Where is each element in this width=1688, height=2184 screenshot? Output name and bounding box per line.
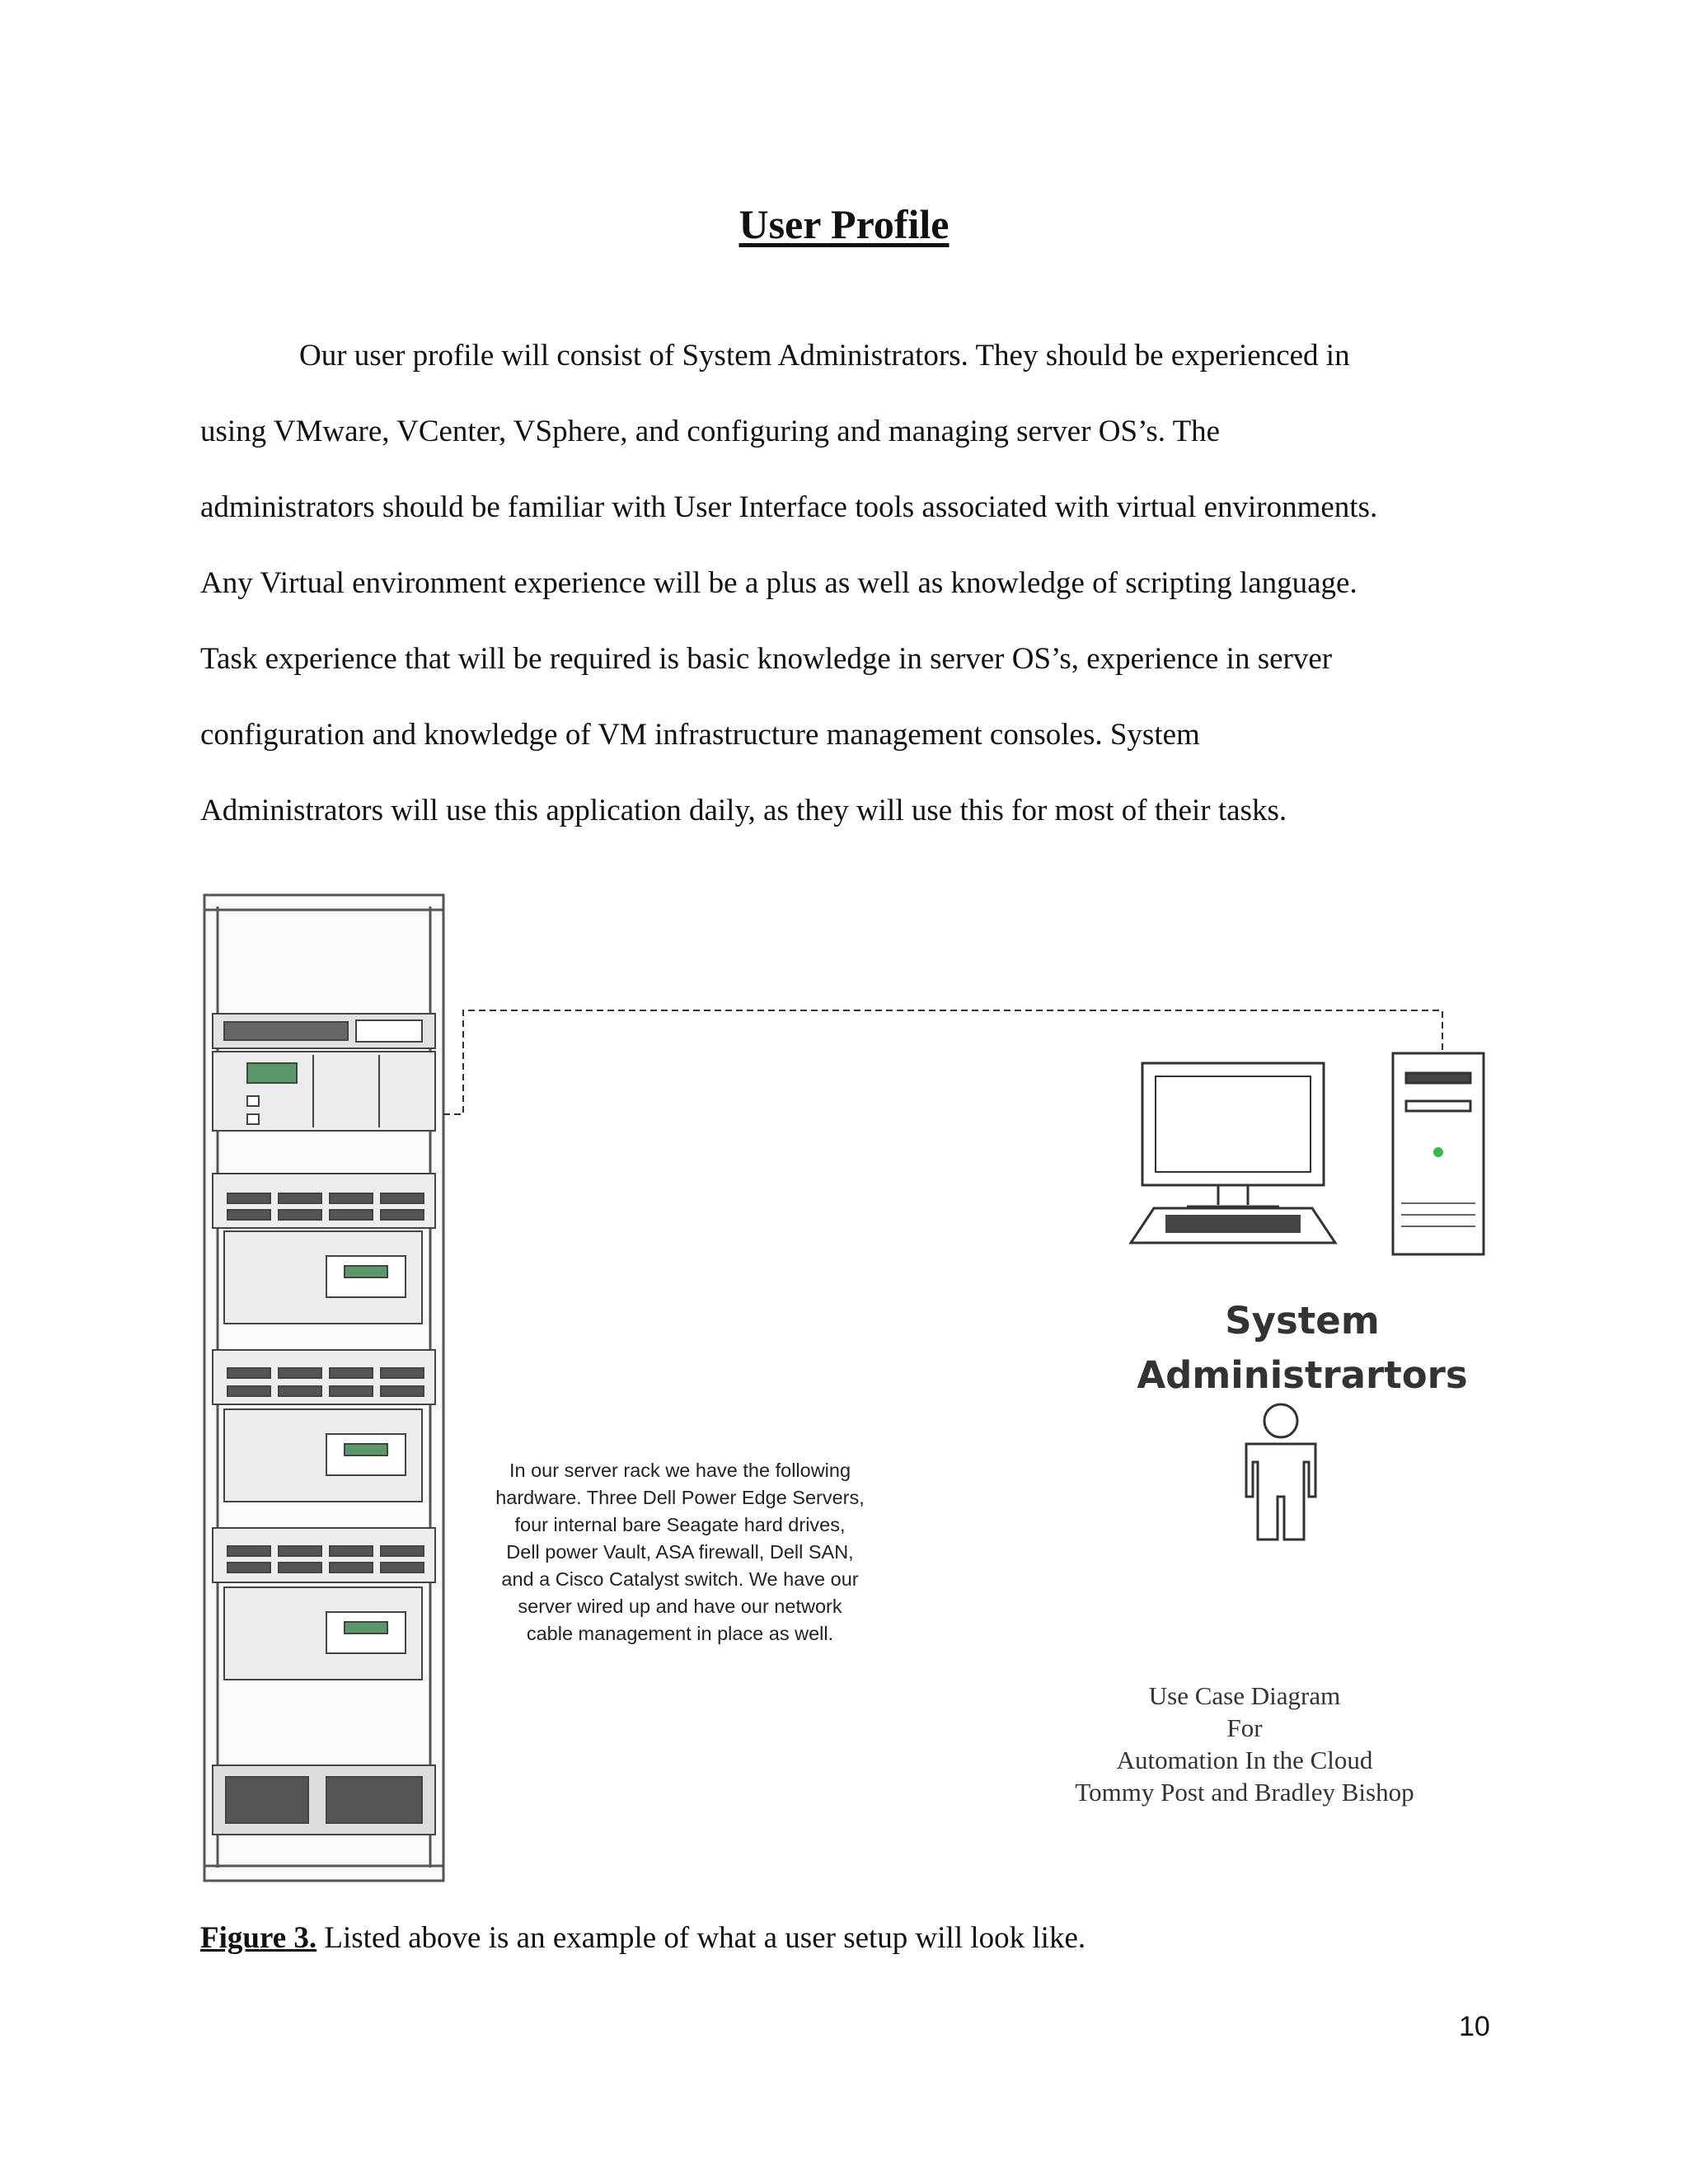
note-line: Dell power Vault, ASA firewall, Dell SAN, (506, 1541, 854, 1563)
note-line: hardware. Three Dell Power Edge Servers, (495, 1487, 865, 1508)
note-line: server wired up and have our network (518, 1596, 842, 1617)
figure-caption (200, 1920, 1085, 1956)
admin-title-line: Administrartors (1137, 1353, 1468, 1397)
firewall-unit-icon (213, 1014, 435, 1131)
diagram-caption-line: Tommy Post and Bradley Bishop (1075, 1778, 1414, 1807)
paragraph-line: Our user profile will consist of System Administrators. They should be experienced in (299, 339, 1350, 373)
paragraph-line: using VMware, VCenter, VSphere, and configuring and managing server OS’s. The (200, 415, 1221, 448)
system-administrators-label (1121, 1294, 1484, 1403)
paragraph-line: Any Virtual environment experience will be a plus as well as knowledge of scripting language. (200, 566, 1357, 600)
note-line: In our server rack we have the following (509, 1460, 851, 1481)
diagram-caption-line: Automation In the Cloud (1116, 1746, 1373, 1774)
user-actor-icon (1246, 1404, 1315, 1540)
note-line: and a Cisco Catalyst switch. We have our (501, 1568, 859, 1590)
figure-caption-text: Listed above is an example of what a user setup will look like. (316, 1921, 1086, 1955)
admin-title-line: System (1225, 1299, 1380, 1343)
paragraph-line: Administrators will use this application daily, as they will use this for most of their tasks. (200, 794, 1287, 827)
page-title: User Profile (738, 201, 950, 247)
server-unit-icon (213, 1350, 435, 1502)
paragraph-line: Task experience that will be required is basic knowledge in server OS’s, experience in server (200, 642, 1333, 676)
server-unit-icon (213, 1174, 435, 1324)
storage-unit-icon (213, 1765, 435, 1835)
note-line: four internal bare Seagate hard drives, (514, 1514, 846, 1535)
paragraph-line: configuration and knowledge of VM infrastructure management consoles. System (200, 718, 1200, 752)
server-unit-icon (213, 1528, 435, 1680)
figure-caption-label: Figure 3. (200, 1921, 317, 1955)
diagram-caption-line: For (1226, 1713, 1263, 1742)
tower-pc-icon (1393, 1053, 1484, 1254)
rack-description-note (462, 1457, 898, 1647)
page-number: 10 (1459, 2011, 1490, 2042)
diagram-caption-line: Use Case Diagram (1148, 1681, 1341, 1710)
note-line: cable management in place as well. (526, 1623, 834, 1644)
monitor-icon (1131, 1063, 1335, 1243)
use-case-caption (1030, 1680, 1459, 1808)
paragraph-line: administrators should be familiar with User Interface tools associated with virtual environments. (200, 490, 1378, 524)
